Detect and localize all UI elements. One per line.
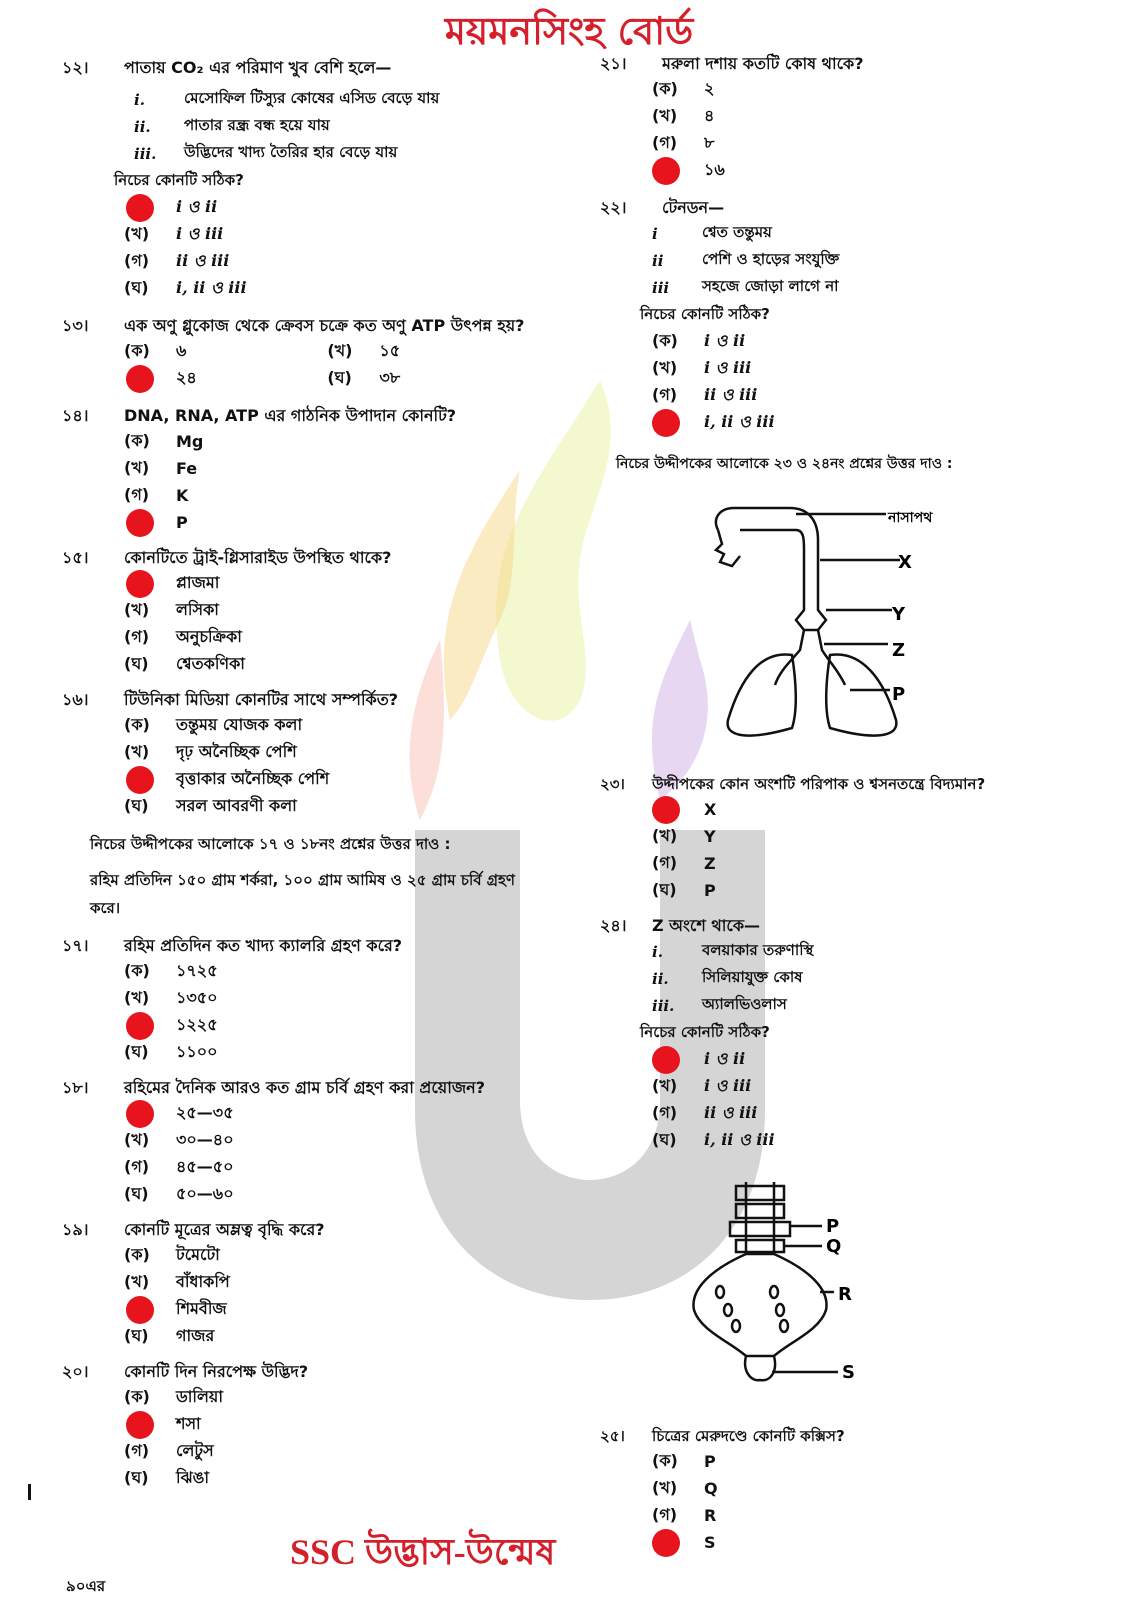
option-kha[interactable]: (খ) i ও iii	[124, 224, 224, 243]
option-ka[interactable]: প্লাজমা	[62, 570, 562, 597]
larynx	[796, 600, 826, 630]
option-ka[interactable]: X	[600, 796, 1100, 823]
question-text: রহিমের দৈনিক আরও কত গ্রাম চর্বি গ্রহণ করা প্রয়োজন?	[124, 1078, 486, 1097]
respiratory-diagram	[700, 500, 1000, 750]
option-ga[interactable]: (গ) ii ও iii	[652, 1103, 758, 1122]
option-ka[interactable]: (ক) ৬	[124, 341, 187, 360]
question-text: মরুলা দশায় কতটি কোষ থাকে?	[662, 54, 864, 73]
statement: i. বলয়াকার তরুণাস্থি	[652, 941, 814, 961]
option-ga[interactable]: (গ) Z	[652, 853, 716, 873]
vertebra-q	[736, 1240, 784, 1252]
foramen	[776, 1304, 784, 1316]
option-kha[interactable]: (খ) ৩০—৪০	[124, 1130, 234, 1149]
answer-mark	[652, 409, 680, 437]
label-p: P	[826, 1216, 840, 1237]
option-gha[interactable]: (ঘ) ১১০০	[124, 1042, 218, 1061]
question-16	[62, 688, 562, 820]
face-outline	[716, 530, 740, 566]
option-ka[interactable]: (ক) টমেটো	[124, 1245, 220, 1264]
option-kha[interactable]: (খ) বাঁধাকপি	[124, 1272, 230, 1291]
stimulus-17-18	[62, 830, 562, 922]
sacrum	[693, 1254, 826, 1356]
foramen	[732, 1320, 740, 1332]
option-gha[interactable]: S	[600, 1529, 1100, 1556]
option-ga[interactable]: (গ) K	[124, 485, 189, 505]
option-ka[interactable]: (ক) ডালিয়া	[124, 1387, 223, 1406]
option-ga[interactable]: (গ) ৮	[652, 133, 715, 152]
option-ka[interactable]: (ক) ২	[652, 79, 715, 98]
question-text: টেনডন—	[662, 198, 725, 217]
option-kha[interactable]: (খ) Q	[652, 1478, 718, 1498]
question-text: পাতায় CO₂ এর পরিমাণ খুব বেশি হলে—	[124, 58, 392, 77]
question-24	[600, 914, 1100, 1154]
question-20	[62, 1360, 562, 1492]
option-ga[interactable]: ২৪	[62, 365, 327, 392]
option-gha[interactable]: (ঘ) গাজর	[124, 1326, 215, 1345]
label-nasal: নাসাপথ	[888, 510, 933, 526]
question-number: ১৫।	[62, 548, 89, 567]
vertebra	[736, 1186, 784, 1200]
option-gha[interactable]: (ঘ) ৫০—৬০	[124, 1184, 234, 1203]
statement: i. মেসোফিল টিস্যুর কোষের এসিড বেড়ে যায়	[134, 89, 440, 109]
foramen	[770, 1286, 778, 1298]
question-number: ১৯।	[62, 1220, 89, 1239]
option-ka[interactable]: (ক) তন্তুময় যোজক কলা	[124, 715, 303, 734]
question-number: ২১।	[600, 54, 627, 73]
label-p: P	[892, 684, 906, 705]
question-number: ১৭।	[62, 936, 89, 955]
question-number: ১২।	[62, 58, 89, 77]
page-label: ৯০এর	[66, 1577, 106, 1595]
label-s: S	[842, 1362, 855, 1383]
option-kha[interactable]: (খ) i ও iii	[652, 1076, 752, 1095]
statement: iii. অ্যালভিওলাস	[652, 995, 787, 1015]
question-text: উদ্দীপকের কোন অংশটি পরিপাক ও শ্বসনতন্ত্রে বিদ্যমান?	[652, 775, 986, 793]
question-14	[62, 404, 562, 536]
vertebra	[736, 1204, 784, 1218]
label-z: Z	[892, 640, 906, 661]
question-18	[62, 1076, 562, 1208]
option-ga[interactable]: (গ) লেটুস	[124, 1441, 214, 1460]
question-text: এক অণু গ্লুকোজ থেকে ক্রেবস চক্রে কত অণু ATP উৎপন্ন হয়?	[124, 316, 525, 335]
answer-mark	[652, 1529, 680, 1557]
question-number: ২৪।	[600, 916, 627, 935]
footer-title: SSC উদ্ভাস-উন্মেষ	[290, 1532, 556, 1572]
question-number: ১৬।	[62, 690, 89, 709]
question-15	[62, 546, 562, 678]
option-kha[interactable]: (খ) i ও iii	[652, 358, 752, 377]
answer-mark	[126, 570, 154, 598]
option-ka[interactable]: i ও ii	[62, 194, 562, 221]
question-number: ২০।	[62, 1362, 89, 1381]
option-ga[interactable]: বৃত্তাকার অনৈচ্ছিক পেশি	[62, 766, 562, 793]
option-kha[interactable]: (খ) ৪	[652, 106, 715, 125]
statement: ii. সিলিয়াযুক্ত কোষ	[652, 968, 803, 988]
option-gha[interactable]: (ঘ) P	[652, 880, 716, 900]
vertebra-p	[730, 1222, 790, 1236]
statement: iii. উদ্ভিদের খাদ্য তৈরির হার বেড়ে যায়	[134, 143, 398, 163]
question-number: ১৩।	[62, 316, 89, 335]
option-ka[interactable]: (ক) ১৭২৫	[124, 961, 218, 980]
coccyx	[745, 1356, 775, 1380]
option-ga[interactable]: (গ) ii ও iii	[124, 251, 230, 270]
answer-mark	[126, 365, 154, 393]
question-23	[600, 772, 1100, 904]
option-kha[interactable]: (খ) Fe	[124, 458, 198, 478]
statement: i শ্বেত তন্তুময়	[652, 223, 772, 243]
label-y: Y	[892, 604, 906, 625]
option-gha[interactable]: ১৬	[600, 157, 1100, 184]
prompt: নিচের কোনটি সঠিক?	[114, 171, 244, 189]
question-22	[600, 196, 1100, 436]
option-gha[interactable]: P	[62, 509, 562, 536]
answer-mark	[126, 1411, 154, 1439]
pharynx-inner	[740, 530, 804, 600]
question-text: কোনটি দিন নিরপেক্ষ উদ্ভিদ?	[124, 1362, 309, 1381]
foramen	[780, 1320, 788, 1332]
option-kha[interactable]: শসা	[62, 1411, 562, 1438]
question-text: Z অংশে থাকে—	[652, 916, 761, 935]
stimulus-intro: নিচের উদ্দীপকের আলোকে ১৭ ও ১৮নং প্রশ্নের উত্তর দাও :	[90, 835, 451, 853]
label-q: Q	[826, 1236, 842, 1257]
option-ga[interactable]: (গ) ৪৫—৫০	[124, 1157, 234, 1176]
prompt: নিচের কোনটি সঠিক?	[640, 1023, 770, 1041]
option-ga[interactable]: ১২২৫	[62, 1012, 562, 1039]
question-text: টিউনিকা মিডিয়া কোনটির সাথে সম্পর্কিত?	[124, 690, 399, 709]
answer-mark	[126, 1012, 154, 1040]
question-21	[600, 52, 1100, 184]
board-title: ময়মনসিংহ বোর্ড	[444, 8, 694, 53]
option-ka[interactable]: ২৫—৩৫	[62, 1100, 562, 1127]
right-column-lower	[600, 772, 1100, 1154]
answer-mark	[126, 509, 154, 537]
label-x: X	[898, 552, 912, 573]
answer-mark	[126, 766, 154, 794]
left-bronchus	[775, 630, 804, 685]
option-ka[interactable]: (ক) i ও ii	[652, 331, 746, 350]
question-19	[62, 1218, 562, 1350]
question-17	[62, 934, 562, 1066]
left-column	[62, 50, 562, 1492]
option-ka[interactable]: i ও ii	[600, 1046, 1100, 1073]
question-number: ১৮।	[62, 1078, 89, 1097]
question-25	[600, 1424, 1100, 1556]
option-ga[interactable]: (গ) R	[652, 1505, 717, 1525]
foramen	[724, 1304, 732, 1316]
question-text: কোনটিতে ট্রাই-গ্লিসারাইড উপস্থিত থাকে?	[124, 548, 392, 567]
statement: ii পেশি ও হাড়ের সংযুক্তি	[652, 250, 840, 270]
answer-mark	[126, 194, 154, 222]
statement: iii সহজে জোড়া লাগে না	[652, 277, 839, 297]
foramen	[716, 1286, 724, 1298]
stray-mark	[28, 1484, 31, 1500]
question-text: রহিম প্রতিদিন কত খাদ্য ক্যালরি গ্রহণ করে?	[124, 936, 403, 955]
option-kha[interactable]: (খ) দৃঢ় অনৈচ্ছিক পেশি	[124, 742, 297, 761]
option-ga[interactable]: শিমবীজ	[62, 1296, 562, 1323]
question-text: DNA, RNA, ATP এর গাঠনিক উপাদান কোনটি?	[124, 406, 457, 425]
option-gha[interactable]: (ঘ) ৩৮	[327, 368, 401, 387]
question-13	[62, 314, 562, 392]
option-gha[interactable]: (ঘ) i, ii ও iii	[652, 1130, 775, 1149]
option-gha[interactable]: (ঘ) i, ii ও iii	[124, 278, 247, 297]
right-bronchus	[818, 630, 845, 685]
question-12	[62, 50, 562, 302]
question-number: ২৫।	[600, 1427, 625, 1445]
option-kha[interactable]: (খ) লসিকা	[124, 600, 219, 619]
stimulus-text: রহিম প্রতিদিন ১৫০ গ্রাম শর্করা, ১০০ গ্রাম আমিষ ও ২৫ গ্রাম চর্বি গ্রহণ করে।	[90, 871, 515, 917]
answer-mark	[126, 1100, 154, 1128]
answer-mark	[652, 796, 680, 824]
option-ka[interactable]: (ক) P	[652, 1451, 716, 1471]
option-gha[interactable]: i, ii ও iii	[600, 409, 1100, 436]
statement: ii. পাতার রন্ধ্র বন্ধ হয়ে যায়	[134, 116, 330, 136]
option-gha[interactable]: (ঘ) শ্বেতকণিকা	[124, 654, 245, 673]
option-gha[interactable]: (ঘ) ঝিঙা	[124, 1468, 210, 1487]
question-text: চিত্রের মেরুদণ্ডে কোনটি কক্সিস?	[652, 1427, 845, 1445]
question-number: ১৪।	[62, 406, 89, 425]
question-text: কোনটি মূত্রের অম্লত্ব বৃদ্ধি করে?	[124, 1220, 325, 1239]
label-r: R	[838, 1284, 852, 1305]
answer-mark	[652, 157, 680, 185]
option-ga[interactable]: (গ) ii ও iii	[652, 385, 758, 404]
spine-diagram	[680, 1180, 900, 1400]
nasal-passage-path	[716, 508, 818, 600]
question-number: ২৩।	[600, 775, 625, 793]
option-kha[interactable]: (খ) ১৫	[327, 341, 401, 360]
option-ga[interactable]: (গ) অনুচক্রিকা	[124, 627, 242, 646]
question-number: ২২।	[600, 198, 627, 217]
option-kha[interactable]: (খ) ১৩৫০	[124, 988, 218, 1007]
right-column	[600, 52, 1100, 478]
option-kha[interactable]: (খ) Y	[652, 826, 716, 846]
right-lung	[826, 654, 896, 735]
answer-mark	[126, 1296, 154, 1324]
option-ka[interactable]: (ক) Mg	[124, 431, 204, 451]
option-gha[interactable]: (ঘ) সরল আবরণী কলা	[124, 796, 297, 815]
prompt: নিচের কোনটি সঠিক?	[640, 305, 770, 323]
stimulus-intro-23-24: নিচের উদ্দীপকের আলোকে ২৩ ও ২৪নং প্রশ্নের উত্তর দাও :	[616, 456, 953, 472]
answer-mark	[652, 1046, 680, 1074]
